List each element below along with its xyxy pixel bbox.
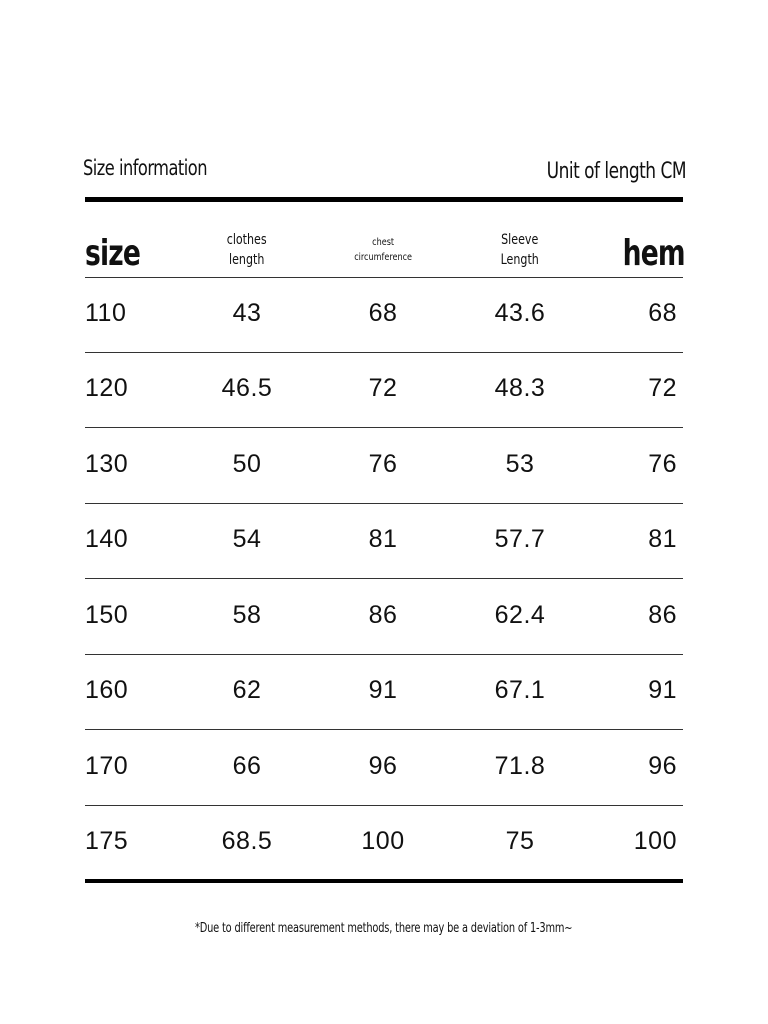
cell-chest: 86	[368, 600, 398, 629]
cell-hem: 96	[648, 751, 677, 780]
cell-sleeve: 71.8	[494, 751, 546, 780]
cell-size: 110	[85, 298, 127, 327]
header-clothes-length	[197, 222, 297, 277]
header-sleeve-line2: Length	[500, 251, 540, 268]
page-title: Size information	[83, 156, 208, 180]
cell-clothes-length: 58	[232, 600, 262, 629]
header-sleeve-length	[470, 222, 570, 277]
cell-clothes-length: 62	[232, 676, 262, 704]
cell-chest: 96	[368, 751, 398, 780]
cell-size: 140	[85, 525, 129, 553]
cell-sleeve: 53	[505, 449, 535, 478]
table-row	[85, 806, 683, 882]
cell-sleeve: 48.3	[494, 374, 546, 402]
header-size: size	[85, 233, 141, 274]
cell-clothes-length: 46.5	[221, 374, 273, 402]
header-chest-circumference	[333, 222, 433, 277]
table-row	[85, 277, 683, 353]
cell-size: 130	[85, 449, 129, 478]
cell-hem: 100	[633, 827, 677, 855]
table-row	[85, 655, 683, 731]
cell-sleeve: 62.4	[494, 600, 546, 629]
cell-clothes-length: 68.5	[221, 827, 273, 855]
unit-label: Unit of length CM	[546, 159, 686, 184]
cell-hem: 91	[648, 676, 677, 704]
cell-chest: 72	[368, 374, 398, 402]
table-header	[85, 222, 683, 278]
cell-hem: 81	[648, 525, 677, 553]
cell-sleeve: 67.1	[494, 676, 546, 704]
cell-hem: 86	[648, 600, 677, 629]
cell-clothes-length: 43	[232, 298, 262, 327]
top-divider	[85, 197, 683, 202]
cell-size: 150	[85, 600, 129, 629]
cell-chest: 81	[368, 525, 398, 553]
cell-size: 120	[85, 374, 129, 402]
header-hem: hem	[622, 233, 685, 274]
footnote	[0, 921, 768, 936]
bottom-divider	[85, 879, 683, 883]
cell-sleeve: 43.6	[494, 298, 546, 327]
header-clothes-length-line2: length	[229, 251, 265, 268]
table-row	[85, 504, 683, 580]
cell-chest: 100	[361, 827, 405, 855]
cell-chest: 76	[368, 449, 398, 478]
cell-hem: 76	[648, 449, 677, 478]
cell-size: 160	[85, 676, 129, 704]
table-row	[85, 353, 683, 429]
cell-clothes-length: 66	[232, 751, 262, 780]
cell-clothes-length: 50	[232, 449, 262, 478]
header-chest-line2: circumference	[354, 251, 412, 263]
cell-chest: 91	[368, 676, 398, 704]
cell-sleeve: 75	[505, 827, 535, 855]
cell-sleeve: 57.7	[494, 525, 546, 553]
footnote-text: *Due to different measurement methods, there may be a deviation of 1-3mm~	[195, 921, 573, 936]
cell-hem: 72	[648, 374, 677, 402]
cell-hem: 68	[648, 298, 677, 327]
header-clothes-length-line1: clothes	[227, 231, 267, 248]
cell-size: 175	[85, 827, 129, 855]
table-row	[85, 428, 683, 504]
cell-size: 170	[85, 751, 129, 780]
header-chest-line1: chest	[372, 236, 394, 248]
table-row	[85, 730, 683, 806]
cell-clothes-length: 54	[232, 525, 262, 553]
table-row	[85, 579, 683, 655]
cell-chest: 68	[368, 298, 398, 327]
header-sleeve-line1: Sleeve	[501, 231, 539, 248]
size-table-body	[85, 277, 683, 881]
